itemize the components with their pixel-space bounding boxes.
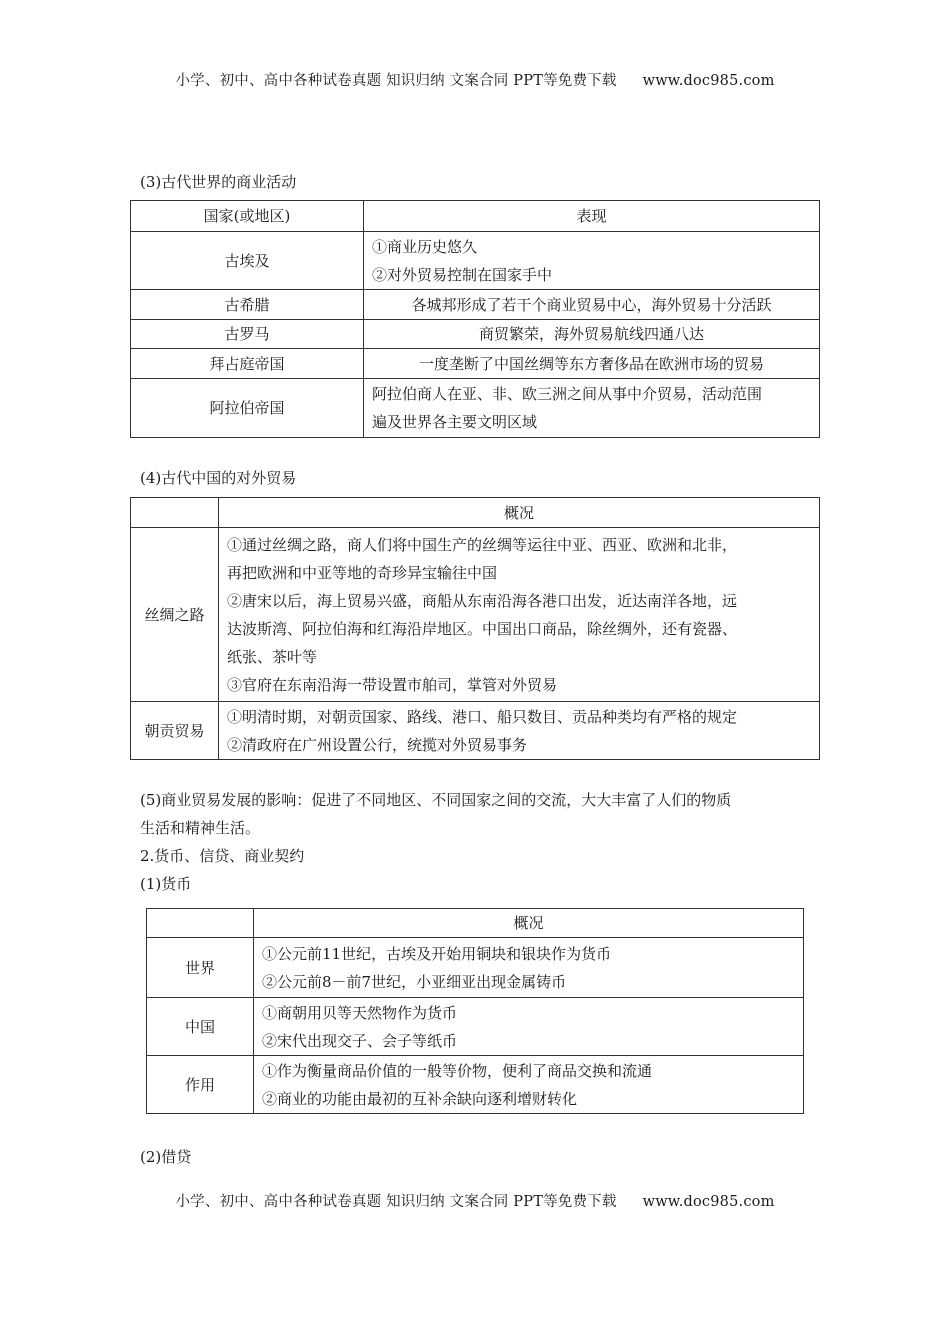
cell-line: ③官府在东南沿海一带设置市舶司，掌管对外贸易 xyxy=(227,675,558,694)
cell-line: ①通过丝绸之路，商人们将中国生产的丝绸等运往中亚、西亚、欧洲和北非， xyxy=(227,535,738,554)
cell-line: 各城邦形成了若干个商业贸易中心，海外贸易十分活跃 xyxy=(364,290,820,320)
row-label: 拜占庭帝国 xyxy=(131,349,364,379)
table-header-row xyxy=(131,201,820,232)
table-header-row xyxy=(147,909,804,938)
column-header: 国家(或地区) xyxy=(131,201,364,232)
cell-line: 达波斯湾、阿拉伯海和红海沿岸地区。中国出口商品，除丝绸外，还有瓷器、 xyxy=(227,619,738,638)
cell-line: ②清政府在广州设置公行，统揽对外贸易事务 xyxy=(227,735,528,754)
section4-table xyxy=(130,497,820,760)
paragraph-line: 生活和精神生活。 xyxy=(140,819,261,837)
row-label: 中国 xyxy=(147,998,254,1056)
footer-site: www.doc985.com xyxy=(642,1194,775,1210)
table-row xyxy=(131,349,820,379)
table-row xyxy=(147,938,804,998)
page-footer xyxy=(0,1190,950,1211)
page-header xyxy=(0,69,950,90)
cell-line: 商贸繁荣，海外贸易航线四通八达 xyxy=(364,320,820,349)
footer-text: 小学、初中、高中各种试卷真题 知识归纳 文案合同 PPT等免费下载 xyxy=(175,1194,617,1210)
row-label: 丝绸之路 xyxy=(131,528,219,702)
paragraph-line: (5)商业贸易发展的影响：促进了不同地区、不同国家之间的交流，大大丰富了人们的物质 xyxy=(140,791,732,809)
column-header: 表现 xyxy=(364,201,820,232)
table-row xyxy=(131,232,820,290)
row-label: 古埃及 xyxy=(131,232,364,290)
cell-line: 阿拉伯商人在亚、非、欧三洲之间从事中介贸易，活动范围 xyxy=(372,385,763,403)
column-header: 概况 xyxy=(254,909,804,938)
section5-paragraph xyxy=(140,786,820,898)
cell-line: ②对外贸易控制在国家手中 xyxy=(372,265,553,284)
row-label: 世界 xyxy=(147,938,254,998)
table-row xyxy=(147,1056,804,1114)
row-label: 作用 xyxy=(147,1056,254,1114)
row-label: 阿拉伯帝国 xyxy=(131,379,364,438)
header-text: 小学、初中、高中各种试卷真题 知识归纳 文案合同 PPT等免费下载 xyxy=(175,73,617,89)
table-header-row xyxy=(131,498,820,528)
cell-line: ①商业历史悠久 xyxy=(372,237,478,256)
row-label: 古罗马 xyxy=(131,320,364,349)
table-row xyxy=(131,290,820,320)
row-label: 古希腊 xyxy=(131,290,364,320)
cell-line: 纸张、茶叶等 xyxy=(227,647,318,666)
credit-title: (2)借贷 xyxy=(140,1148,192,1166)
currency-table xyxy=(146,908,804,1114)
cell-line: ①明清时期，对朝贡国家、路线、港口、船只数目、贡品种类均有严格的规定 xyxy=(227,707,738,726)
currency-title: (1)货币 xyxy=(140,875,192,893)
cell-line: 一度垄断了中国丝绸等东方奢侈品在欧洲市场的贸易 xyxy=(364,349,820,379)
cell-line: 再把欧洲和中亚等地的奇珍异宝输往中国 xyxy=(227,563,498,582)
column-header xyxy=(147,909,254,938)
cell-line: ②商业的功能由最初的互补余缺向逐利增财转化 xyxy=(262,1089,578,1108)
cell-line: ②唐宋以后，海上贸易兴盛，商船从东南沿海各港口出发，近达南洋各地，远 xyxy=(227,591,738,610)
cell-line: ②公元前8－前7世纪，小亚细亚出现金属铸币 xyxy=(262,972,567,991)
cell-line: 遍及世界各主要文明区域 xyxy=(372,413,538,431)
table-row xyxy=(131,702,820,760)
row-label: 朝贡贸易 xyxy=(131,702,219,760)
column-header: 概况 xyxy=(219,498,820,528)
section-heading: 2.货币、信贷、商业契约 xyxy=(140,847,305,865)
table-row xyxy=(147,998,804,1056)
section3-table xyxy=(130,200,820,438)
section3-title: (3)古代世界的商业活动 xyxy=(140,173,297,191)
cell-line: ①商朝用贝等天然物作为货币 xyxy=(262,1003,458,1022)
cell-line: ②宋代出现交子、会子等纸币 xyxy=(262,1031,458,1050)
section4-title: (4)古代中国的对外贸易 xyxy=(140,469,297,487)
table-row xyxy=(131,320,820,349)
cell-line: ①公元前11世纪，古埃及开始用铜块和银块作为货币 xyxy=(262,944,612,963)
cell-line: ①作为衡量商品价值的一般等价物，便利了商品交换和流通 xyxy=(262,1061,653,1080)
table-row xyxy=(131,528,820,702)
header-site: www.doc985.com xyxy=(642,73,775,89)
table-row xyxy=(131,379,820,438)
column-header xyxy=(131,498,219,528)
